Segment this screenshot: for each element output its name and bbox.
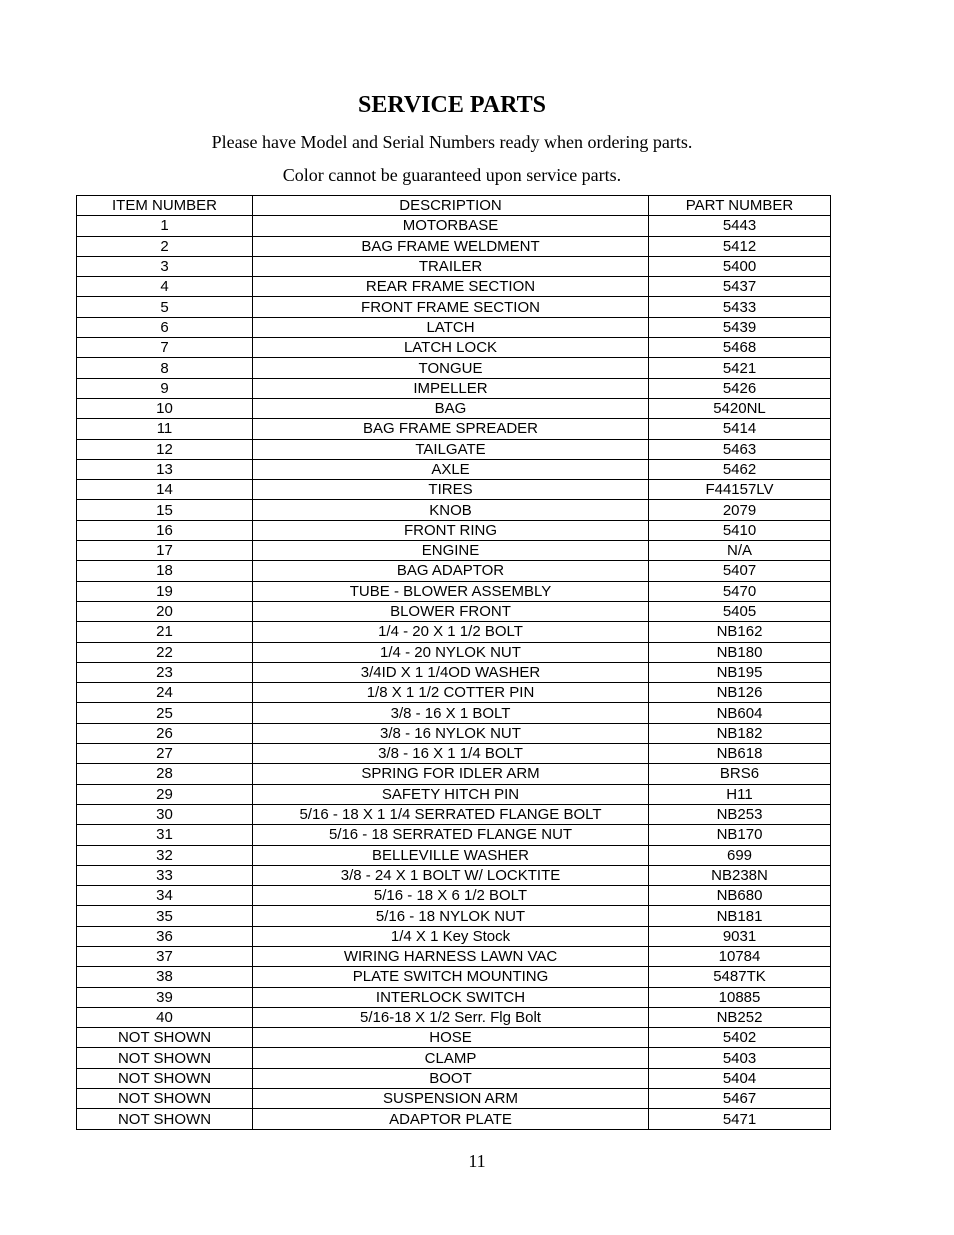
table-row: [77, 622, 831, 642]
table-row: [77, 642, 831, 662]
table-row: [77, 1068, 831, 1088]
description-cell: 3/8 - 24 X 1 BOLT W/ LOCKTITE: [253, 865, 649, 885]
header-item-number: ITEM NUMBER: [77, 196, 253, 216]
item-number-cell: 11: [77, 419, 253, 439]
description-cell: 3/8 - 16 NYLOK NUT: [253, 723, 649, 743]
table-row: [77, 1028, 831, 1048]
description-cell: ENGINE: [253, 541, 649, 561]
description-cell: MOTORBASE: [253, 216, 649, 236]
table-row: [77, 216, 831, 236]
item-number-cell: 6: [77, 317, 253, 337]
part-number-cell: 10784: [649, 946, 831, 966]
part-number-cell: 5412: [649, 236, 831, 256]
part-number-cell: NB126: [649, 683, 831, 703]
part-number-cell: NB238N: [649, 865, 831, 885]
item-number-cell: 39: [77, 987, 253, 1007]
item-number-cell: 8: [77, 358, 253, 378]
table-row: [77, 439, 831, 459]
item-number-cell: 35: [77, 906, 253, 926]
table-row: [77, 1007, 831, 1027]
part-number-cell: NB604: [649, 703, 831, 723]
item-number-cell: NOT SHOWN: [77, 1028, 253, 1048]
table-row: [77, 277, 831, 297]
part-number-cell: 5463: [649, 439, 831, 459]
part-number-cell: 5403: [649, 1048, 831, 1068]
part-number-cell: F44157LV: [649, 480, 831, 500]
description-cell: HOSE: [253, 1028, 649, 1048]
description-cell: BAG ADAPTOR: [253, 561, 649, 581]
item-number-cell: 26: [77, 723, 253, 743]
table-row: [77, 906, 831, 926]
part-number-cell: NB182: [649, 723, 831, 743]
part-number-cell: 5420NL: [649, 398, 831, 418]
part-number-cell: 5414: [649, 419, 831, 439]
part-number-cell: NB252: [649, 1007, 831, 1027]
table-row: [77, 703, 831, 723]
description-cell: AXLE: [253, 459, 649, 479]
part-number-cell: 5402: [649, 1028, 831, 1048]
part-number-cell: NB180: [649, 642, 831, 662]
table-row: [77, 825, 831, 845]
table-row: [77, 662, 831, 682]
description-cell: TAILGATE: [253, 439, 649, 459]
service-parts-table: [76, 195, 831, 1130]
part-number-cell: NB195: [649, 662, 831, 682]
table-row: [77, 946, 831, 966]
part-number-cell: 5405: [649, 601, 831, 621]
part-number-cell: 5400: [649, 256, 831, 276]
item-number-cell: 34: [77, 886, 253, 906]
table-row: [77, 1109, 831, 1129]
table-row: [77, 845, 831, 865]
part-number-cell: NB253: [649, 804, 831, 824]
item-number-cell: 25: [77, 703, 253, 723]
table-row: [77, 236, 831, 256]
table-row: [77, 378, 831, 398]
table-row: [77, 967, 831, 987]
table-row: [77, 297, 831, 317]
table-row: [77, 1048, 831, 1068]
description-cell: 5/16 - 18 SERRATED FLANGE NUT: [253, 825, 649, 845]
item-number-cell: 28: [77, 764, 253, 784]
item-number-cell: 21: [77, 622, 253, 642]
item-number-cell: 9: [77, 378, 253, 398]
part-number-cell: 2079: [649, 500, 831, 520]
table-row: [77, 804, 831, 824]
item-number-cell: NOT SHOWN: [77, 1089, 253, 1109]
item-number-cell: 3: [77, 256, 253, 276]
part-number-cell: 699: [649, 845, 831, 865]
description-cell: KNOB: [253, 500, 649, 520]
table-row: [77, 459, 831, 479]
description-cell: 5/16 - 18 X 1 1/4 SERRATED FLANGE BOLT: [253, 804, 649, 824]
description-cell: BAG FRAME SPREADER: [253, 419, 649, 439]
table-row: [77, 601, 831, 621]
part-number-cell: 5426: [649, 378, 831, 398]
part-number-cell: 5468: [649, 338, 831, 358]
description-cell: TUBE - BLOWER ASSEMBLY: [253, 581, 649, 601]
item-number-cell: 2: [77, 236, 253, 256]
table-row: [77, 256, 831, 276]
description-cell: 1/4 - 20 X 1 1/2 BOLT: [253, 622, 649, 642]
item-number-cell: 22: [77, 642, 253, 662]
table-row: [77, 1089, 831, 1109]
table-row: [77, 561, 831, 581]
item-number-cell: 33: [77, 865, 253, 885]
description-cell: INTERLOCK SWITCH: [253, 987, 649, 1007]
part-number-cell: 5410: [649, 520, 831, 540]
table-row: [77, 520, 831, 540]
description-cell: TRAILER: [253, 256, 649, 276]
item-number-cell: 1: [77, 216, 253, 236]
table-row: [77, 581, 831, 601]
table-row: [77, 784, 831, 804]
table-row: [77, 683, 831, 703]
part-number-cell: NB680: [649, 886, 831, 906]
item-number-cell: 24: [77, 683, 253, 703]
description-cell: FRONT RING: [253, 520, 649, 540]
description-cell: IMPELLER: [253, 378, 649, 398]
part-number-cell: 5467: [649, 1089, 831, 1109]
page-number: 11: [468, 1151, 486, 1171]
description-cell: 3/4ID X 1 1/4OD WASHER: [253, 662, 649, 682]
part-number-cell: NB618: [649, 744, 831, 764]
item-number-cell: 15: [77, 500, 253, 520]
item-number-cell: 12: [77, 439, 253, 459]
item-number-cell: 40: [77, 1007, 253, 1027]
description-cell: TONGUE: [253, 358, 649, 378]
header-description: DESCRIPTION: [253, 196, 649, 216]
part-number-cell: 5407: [649, 561, 831, 581]
table-body: [77, 216, 831, 1129]
part-number-cell: 9031: [649, 926, 831, 946]
description-cell: PLATE SWITCH MOUNTING: [253, 967, 649, 987]
description-cell: 3/8 - 16 X 1 1/4 BOLT: [253, 744, 649, 764]
description-cell: 1/4 X 1 Key Stock: [253, 926, 649, 946]
item-number-cell: 37: [77, 946, 253, 966]
item-number-cell: NOT SHOWN: [77, 1048, 253, 1068]
item-number-cell: 31: [77, 825, 253, 845]
description-cell: LATCH LOCK: [253, 338, 649, 358]
table-row: [77, 358, 831, 378]
description-cell: 3/8 - 16 X 1 BOLT: [253, 703, 649, 723]
part-number-cell: NB170: [649, 825, 831, 845]
table-row: [77, 317, 831, 337]
item-number-cell: 14: [77, 480, 253, 500]
item-number-cell: 32: [77, 845, 253, 865]
description-cell: SAFETY HITCH PIN: [253, 784, 649, 804]
part-number-cell: 5437: [649, 277, 831, 297]
description-cell: 1/4 - 20 NYLOK NUT: [253, 642, 649, 662]
part-number-cell: 5443: [649, 216, 831, 236]
part-number-cell: 5471: [649, 1109, 831, 1129]
part-number-cell: 5462: [649, 459, 831, 479]
description-cell: BAG FRAME WELDMENT: [253, 236, 649, 256]
table-row: [77, 541, 831, 561]
part-number-cell: 5433: [649, 297, 831, 317]
item-number-cell: NOT SHOWN: [77, 1068, 253, 1088]
table-row: [77, 744, 831, 764]
item-number-cell: 5: [77, 297, 253, 317]
table-row: [77, 764, 831, 784]
item-number-cell: 23: [77, 662, 253, 682]
item-number-cell: 7: [77, 338, 253, 358]
item-number-cell: NOT SHOWN: [77, 1109, 253, 1129]
description-cell: TIRES: [253, 480, 649, 500]
part-number-cell: 10885: [649, 987, 831, 1007]
item-number-cell: 20: [77, 601, 253, 621]
description-cell: 5/16-18 X 1/2 Serr. Flg Bolt: [253, 1007, 649, 1027]
description-cell: 5/16 - 18 NYLOK NUT: [253, 906, 649, 926]
header-part-number: PART NUMBER: [649, 196, 831, 216]
table-row: [77, 500, 831, 520]
page-title: SERVICE PARTS: [358, 92, 546, 118]
item-number-cell: 27: [77, 744, 253, 764]
item-number-cell: 38: [77, 967, 253, 987]
item-number-cell: 10: [77, 398, 253, 418]
table-row: [77, 987, 831, 1007]
description-cell: WIRING HARNESS LAWN VAC: [253, 946, 649, 966]
table-row: [77, 419, 831, 439]
table-row: [77, 398, 831, 418]
table-row: [77, 338, 831, 358]
item-number-cell: 18: [77, 561, 253, 581]
item-number-cell: 29: [77, 784, 253, 804]
ordering-note: Please have Model and Serial Numbers ready when ordering parts.: [211, 132, 693, 152]
part-number-cell: 5421: [649, 358, 831, 378]
description-cell: BAG: [253, 398, 649, 418]
table-row: [77, 886, 831, 906]
description-cell: REAR FRAME SECTION: [253, 277, 649, 297]
part-number-cell: 5470: [649, 581, 831, 601]
table-row: [77, 480, 831, 500]
table-header-row: [77, 196, 831, 216]
part-number-cell: BRS6: [649, 764, 831, 784]
part-number-cell: NB181: [649, 906, 831, 926]
item-number-cell: 4: [77, 277, 253, 297]
part-number-cell: NB162: [649, 622, 831, 642]
color-note: Color cannot be guaranteed upon service parts.: [282, 165, 622, 185]
part-number-cell: N/A: [649, 541, 831, 561]
table-row: [77, 865, 831, 885]
description-cell: LATCH: [253, 317, 649, 337]
description-cell: ADAPTOR PLATE: [253, 1109, 649, 1129]
description-cell: BELLEVILLE WASHER: [253, 845, 649, 865]
item-number-cell: 17: [77, 541, 253, 561]
description-cell: BOOT: [253, 1068, 649, 1088]
description-cell: BLOWER FRONT: [253, 601, 649, 621]
table-row: [77, 723, 831, 743]
part-number-cell: 5439: [649, 317, 831, 337]
description-cell: SPRING FOR IDLER ARM: [253, 764, 649, 784]
description-cell: SUSPENSION ARM: [253, 1089, 649, 1109]
description-cell: 5/16 - 18 X 6 1/2 BOLT: [253, 886, 649, 906]
item-number-cell: 30: [77, 804, 253, 824]
description-cell: CLAMP: [253, 1048, 649, 1068]
part-number-cell: 5404: [649, 1068, 831, 1088]
description-cell: 1/8 X 1 1/2 COTTER PIN: [253, 683, 649, 703]
part-number-cell: H11: [649, 784, 831, 804]
part-number-cell: 5487TK: [649, 967, 831, 987]
item-number-cell: 19: [77, 581, 253, 601]
table-row: [77, 926, 831, 946]
item-number-cell: 16: [77, 520, 253, 540]
description-cell: FRONT FRAME SECTION: [253, 297, 649, 317]
item-number-cell: 36: [77, 926, 253, 946]
item-number-cell: 13: [77, 459, 253, 479]
